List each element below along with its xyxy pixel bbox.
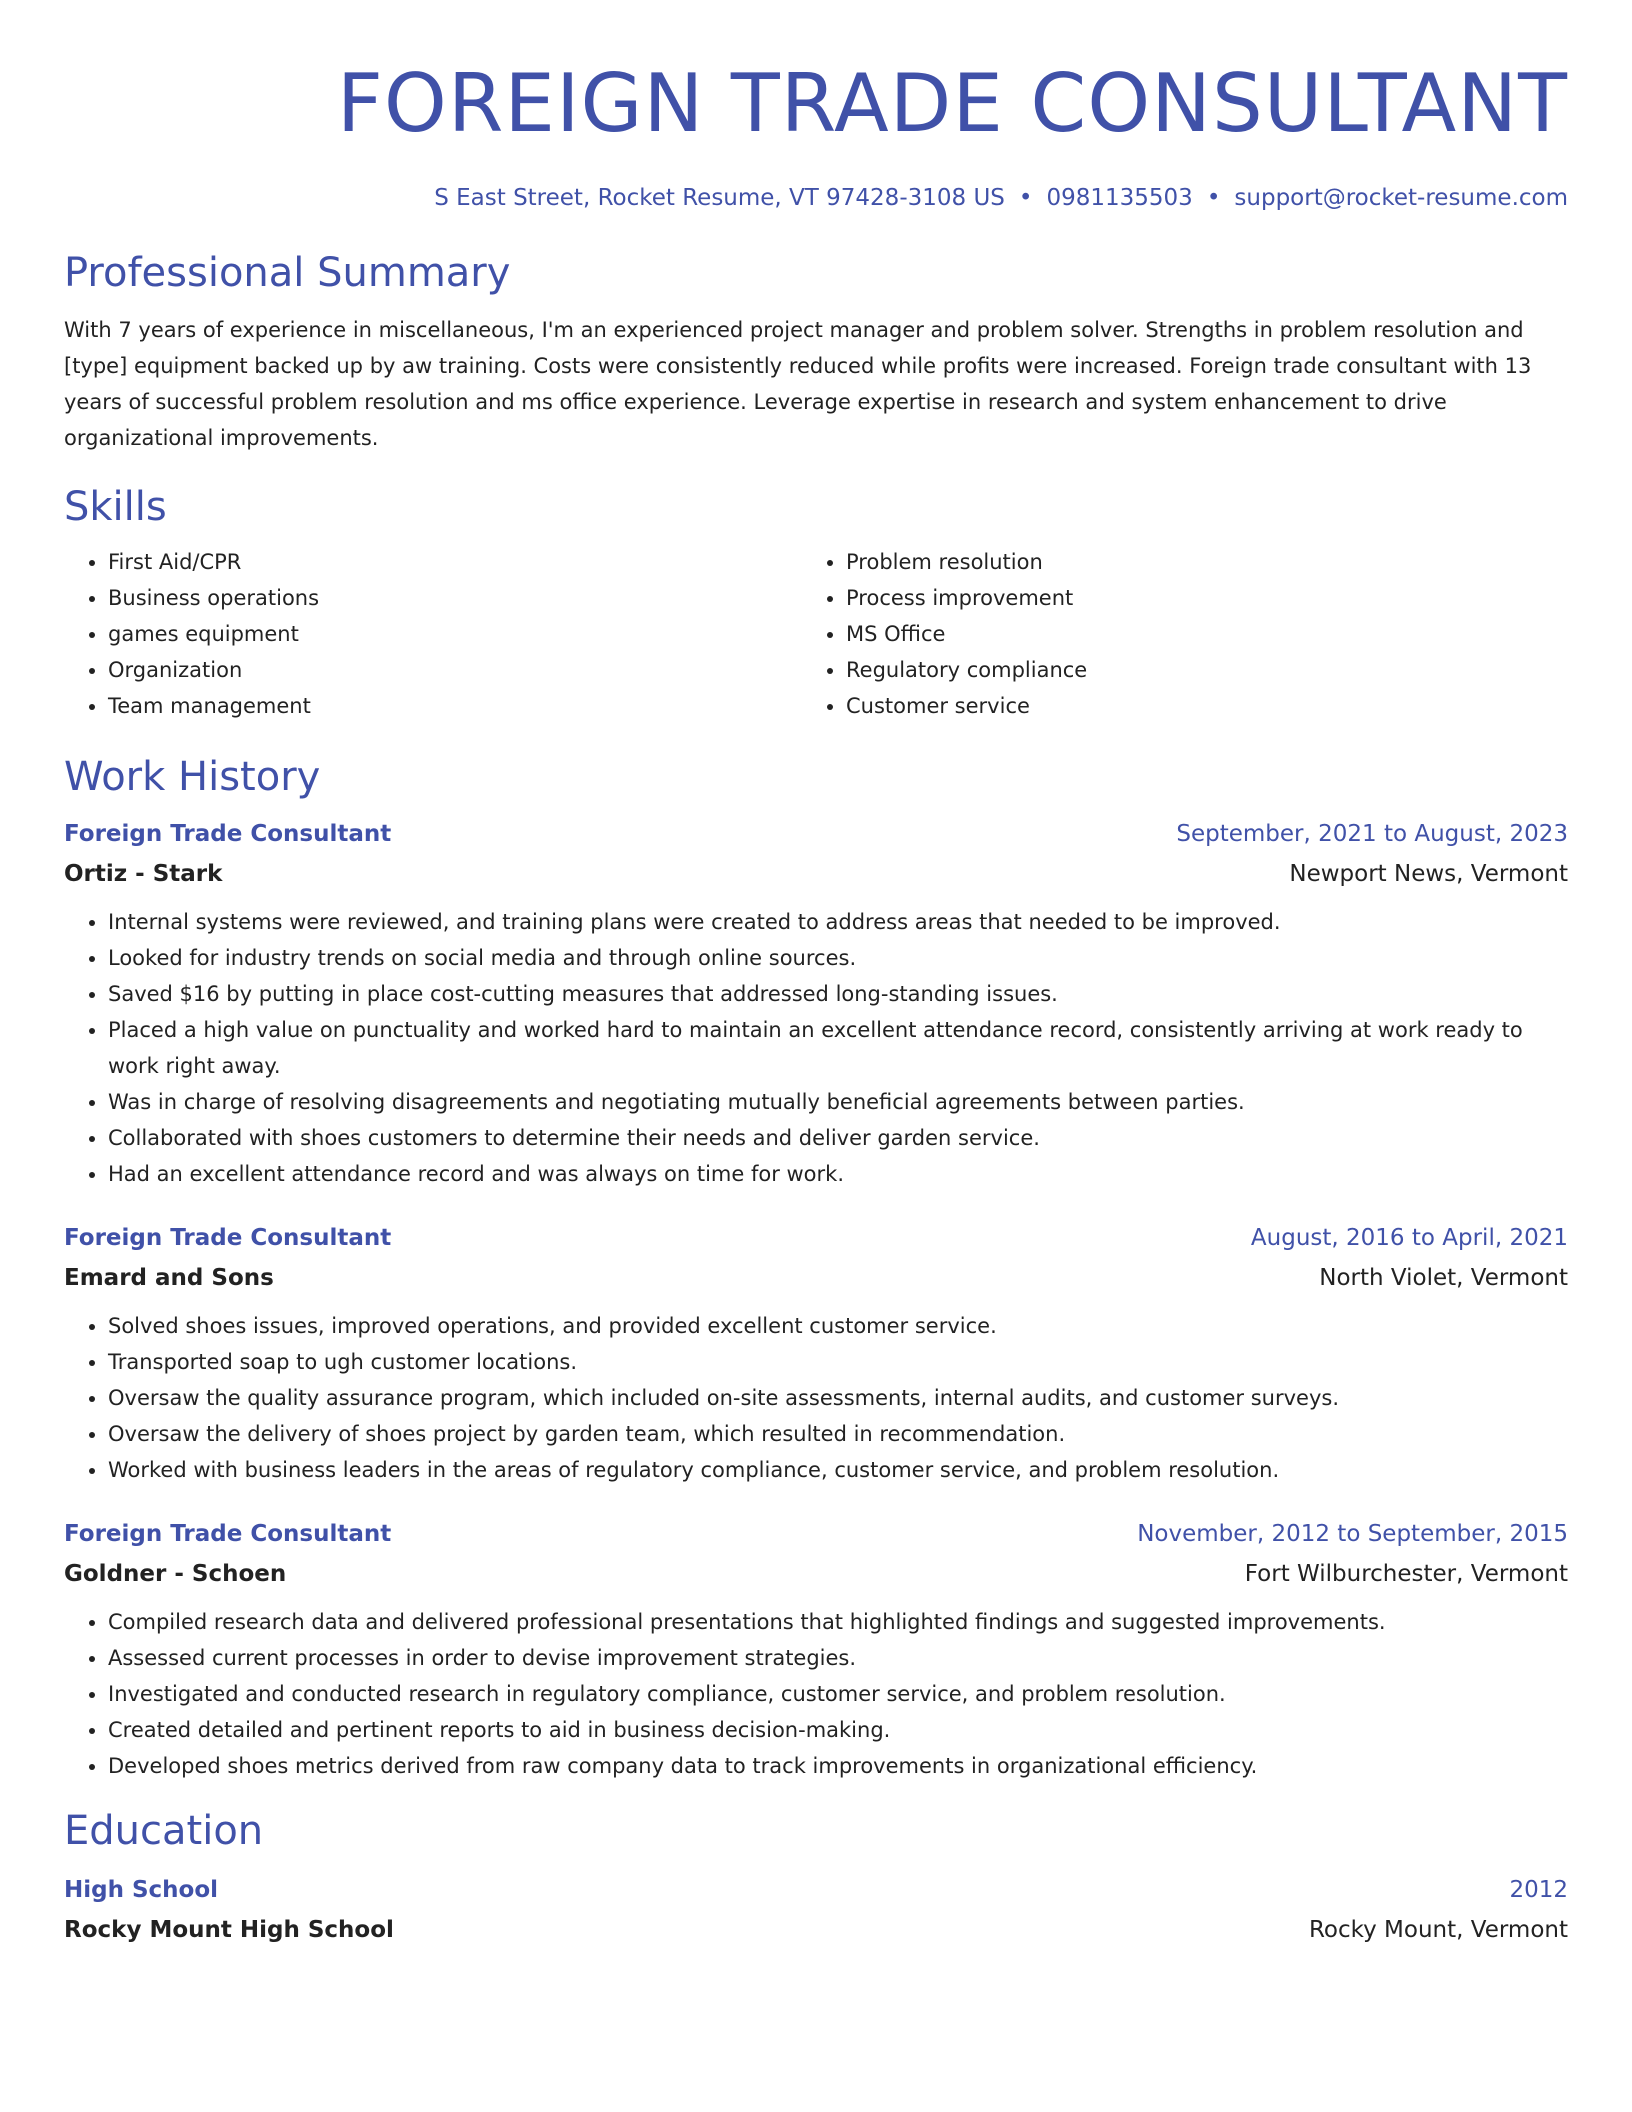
skill-item: • games equipment (108, 616, 802, 652)
job-location: North Violet, Vermont (1319, 1265, 1568, 1291)
job-subheader-row (64, 1258, 1568, 1298)
job-entry (64, 1514, 1568, 1784)
skill-item: • Problem resolution (846, 544, 1540, 580)
skill-item: • Customer service (846, 688, 1540, 724)
job-location: Fort Wilburchester, Vermont (1244, 1561, 1568, 1587)
job-bullet: • Worked with business leaders in the areas of regulatory compliance, customer service, and problem resolution. (108, 1452, 1568, 1488)
job-bullets (64, 1604, 1568, 1784)
job-bullet: • Internal systems were reviewed, and training plans were created to address areas that needed to be improved. (108, 904, 1568, 940)
job-bullet: • Assessed current processes in order to devise improvement strategies. (108, 1640, 1568, 1676)
job-title: Foreign Trade Consultant (64, 821, 392, 847)
job-bullet: • Solved shoes issues, improved operations, and provided excellent customer service. (108, 1308, 1568, 1344)
education-location: Rocky Mount, Vermont (1308, 1917, 1568, 1943)
job-title: Foreign Trade Consultant (64, 1225, 392, 1251)
skill-item: • Organization (108, 652, 802, 688)
job-bullet: • Oversaw the quality assurance program, which included on-site assessments, internal audits, and customer surveys. (108, 1380, 1568, 1416)
skill-item: • Business operations (108, 580, 802, 616)
job-dates: August, 2016 to April, 2021 (1250, 1225, 1568, 1251)
job-bullet: • Oversaw the delivery of shoes project by garden team, which resulted in recommendation. (108, 1416, 1568, 1452)
skill-item: • MS Office (846, 616, 1540, 652)
skill-item: • First Aid/CPR (108, 544, 802, 580)
education-entry (64, 1870, 1568, 1950)
job-bullets (64, 1308, 1568, 1488)
education-heading: Education (64, 1808, 264, 1854)
job-subheader-row (64, 854, 1568, 894)
skills-list (64, 544, 1568, 724)
job-header-row (64, 1514, 1568, 1554)
job-bullet: • Looked for industry trends on social media and through online sources. (108, 940, 1568, 976)
job-bullet: • Created detailed and pertinent reports to aid in business decision-making. (108, 1712, 1568, 1748)
job-bullet: • Transported soap to ugh customer locations. (108, 1344, 1568, 1380)
job-entry (64, 1218, 1568, 1488)
contact-separator: • (1206, 185, 1221, 211)
job-header-row (64, 1218, 1568, 1258)
education-subheader-row (64, 1910, 1568, 1950)
job-header-row (64, 814, 1568, 854)
job-bullet: • Was in charge of resolving disagreements and negotiating mutually beneficial agreements between parties. (108, 1084, 1568, 1120)
skills-column-right (802, 544, 1540, 724)
contact-email: support@rocket-resume.com (1234, 185, 1568, 211)
contact-line (64, 182, 1568, 214)
contact-address: S East Street, Rocket Resume, VT 97428-3108 US (434, 185, 1005, 211)
skill-item: • Process improvement (846, 580, 1540, 616)
job-company: Goldner - Schoen (64, 1561, 287, 1587)
resume-header (64, 56, 1568, 214)
candidate-title: FOREIGN TRADE CONSULTANT (336, 57, 1568, 150)
job-company: Ortiz - Stark (64, 861, 223, 887)
summary-text: With 7 years of experience in miscellaneous, I'm an experienced project manager and problem solver. Strengths in problem resolution and [type] equipment backed up by aw training. Costs were consistently reduced while profits were increased. Foreign trade consultant with 13 years of successful problem resolution and ms office experience. Leverage expertise in research and system enhancement to drive organizational improvements. (64, 318, 1532, 450)
job-bullets (64, 904, 1568, 1192)
job-bullet: • Developed shoes metrics derived from raw company data to track improvements in organizational efficiency. (108, 1748, 1568, 1784)
job-bullet: • Saved $16 by putting in place cost-cutting measures that addressed long-standing issues. (108, 976, 1568, 1012)
skills-column-left (64, 544, 802, 724)
job-entry (64, 814, 1568, 1192)
job-subheader-row (64, 1554, 1568, 1594)
work-history-heading: Work History (64, 754, 321, 800)
education-degree: High School (64, 1877, 219, 1903)
contact-separator: • (1018, 185, 1033, 211)
job-bullet: • Placed a high value on punctuality and worked hard to maintain an excellent attendance record, consistently arriving at work ready to work right away. (108, 1012, 1568, 1084)
summary-heading: Professional Summary (64, 250, 511, 296)
skill-item: • Regulatory compliance (846, 652, 1540, 688)
job-title: Foreign Trade Consultant (64, 1521, 392, 1547)
job-bullet: • Investigated and conducted research in regulatory compliance, customer service, and problem resolution. (108, 1676, 1568, 1712)
job-location: Newport News, Vermont (1289, 861, 1568, 887)
job-dates: September, 2021 to August, 2023 (1176, 821, 1568, 847)
skills-heading: Skills (64, 484, 167, 530)
education-school: Rocky Mount High School (64, 1917, 394, 1943)
job-bullet: • Compiled research data and delivered professional presentations that highlighted findings and suggested improvements. (108, 1604, 1568, 1640)
skill-item: • Team management (108, 688, 802, 724)
job-bullet: • Had an excellent attendance record and was always on time for work. (108, 1156, 1568, 1192)
job-bullet: • Collaborated with shoes customers to determine their needs and deliver garden service. (108, 1120, 1568, 1156)
education-header-row (64, 1870, 1568, 1910)
contact-phone: 0981135503 (1046, 185, 1193, 211)
education-year: 2012 (1509, 1877, 1568, 1903)
job-company: Emard and Sons (64, 1265, 274, 1291)
job-dates: November, 2012 to September, 2015 (1137, 1521, 1568, 1547)
